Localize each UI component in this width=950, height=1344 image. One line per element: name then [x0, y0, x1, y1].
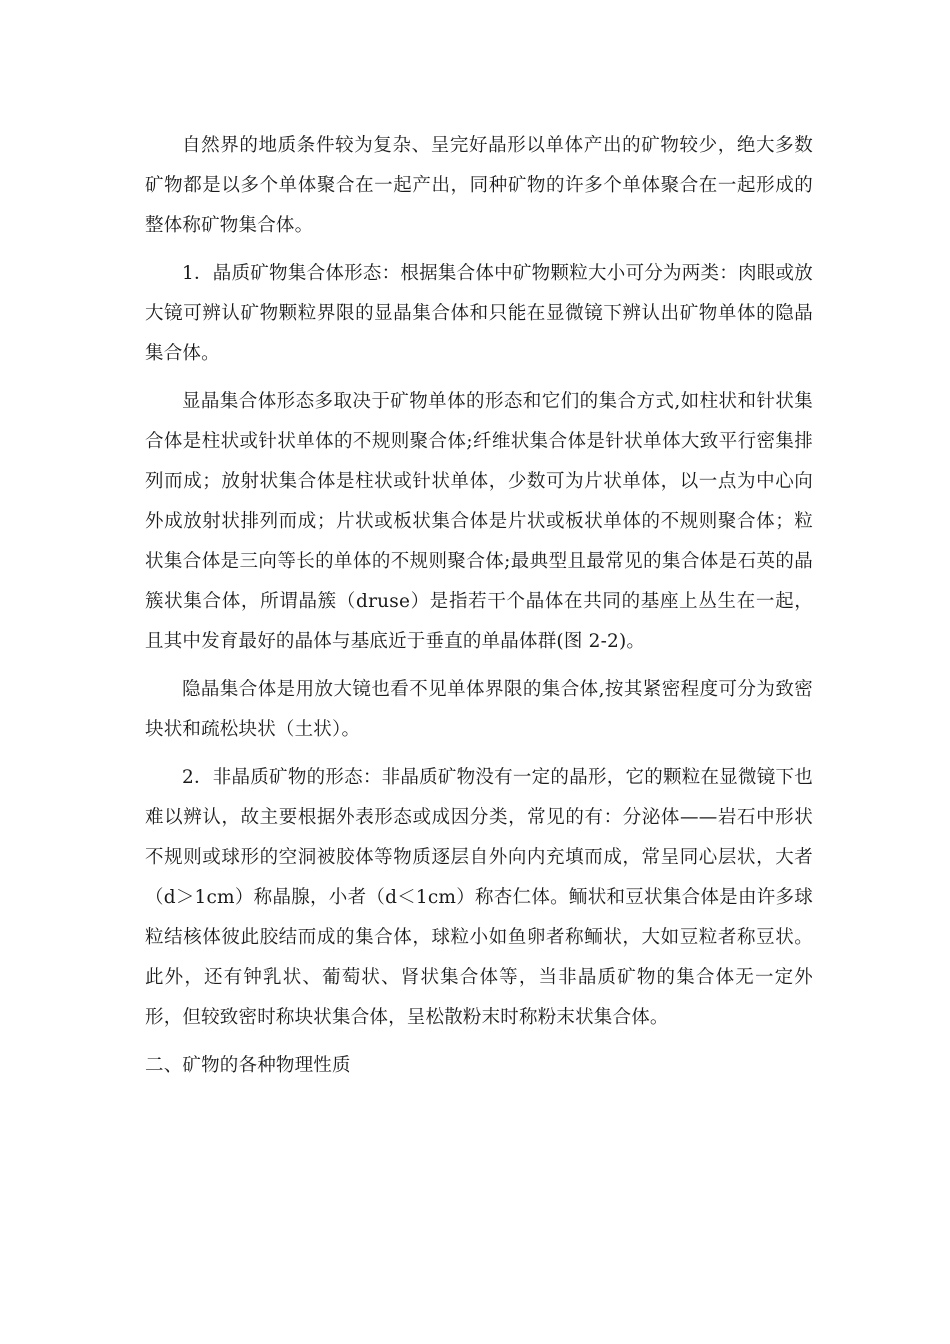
section-heading: 二、矿物的各种物理性质 [145, 1055, 351, 1076]
paragraph-mineral-aggregate-intro: 自然界的地质条件较为复杂、呈完好晶形以单体产出的矿物较少，绝大多数矿物都是以多个单体聚合在一起产出，同种矿物的许多个单体聚合在一起形成的整体称矿物集合体。 [145, 135, 813, 236]
paragraph-phanerocrystalline-aggregates: 显晶集合体形态多取决于矿物单体的形态和它们的集合方式,如柱状和针状集合体是柱状或针状单体的不规则聚合体;纤维状集合体是针状单体大致平行密集排列而成；放射状集合体是柱状或针状单体，少数可为片状单体，以一点为中心向外成放射状排列而成；片状或板状集合体是片状或板状单体的不规则聚合体；粒状集合体是三向等长的单体的不规则聚合体;最典型且最常见的集合体是石英的晶簇状集合体，所谓晶簇（druse）是指若干个晶体在共同的基座上丛生在一起，且其中发育最好的晶体与基底近于垂直的单晶体群(图 2-2)。 [145, 391, 813, 652]
paragraph-amorphous-mineral-forms: 2．非晶质矿物的形态：非晶质矿物没有一定的晶形，它的颗粒在显微镜下也难以辨认，故主要根据外表形态或成因分类，常见的有：分泌体——岩石中形状不规则或球形的空洞被胶体等物质逐层自外向内充填而成，常呈同心层状，大者（d＞1cm）称晶腺，小者（d＜1cm）称杏仁体。鲕状和豆状集合体是由许多球粒结核体彼此胶结而成的集合体，球粒小如鱼卵者称鲕状，大如豆粒者称豆状。此外，还有钟乳状、葡萄状、肾状集合体等，当非晶质矿物的集合体无一定外形，但较致密时称块状集合体，呈松散粉末时称粉末状集合体。 [145, 767, 813, 1028]
paragraph-cryptocrystalline-aggregates: 隐晶集合体是用放大镜也看不见单体界限的集合体,按其紧密程度可分为致密块状和疏松块状（土状）。 [145, 679, 813, 740]
paragraph-crystalline-aggregate-forms: 1．晶质矿物集合体形态：根据集合体中矿物颗粒大小可分为两类：肉眼或放大镜可辨认矿物颗粒界限的显晶集合体和只能在显微镜下辨认出矿物单体的隐晶集合体。 [145, 263, 813, 364]
document-body [145, 126, 813, 1086]
